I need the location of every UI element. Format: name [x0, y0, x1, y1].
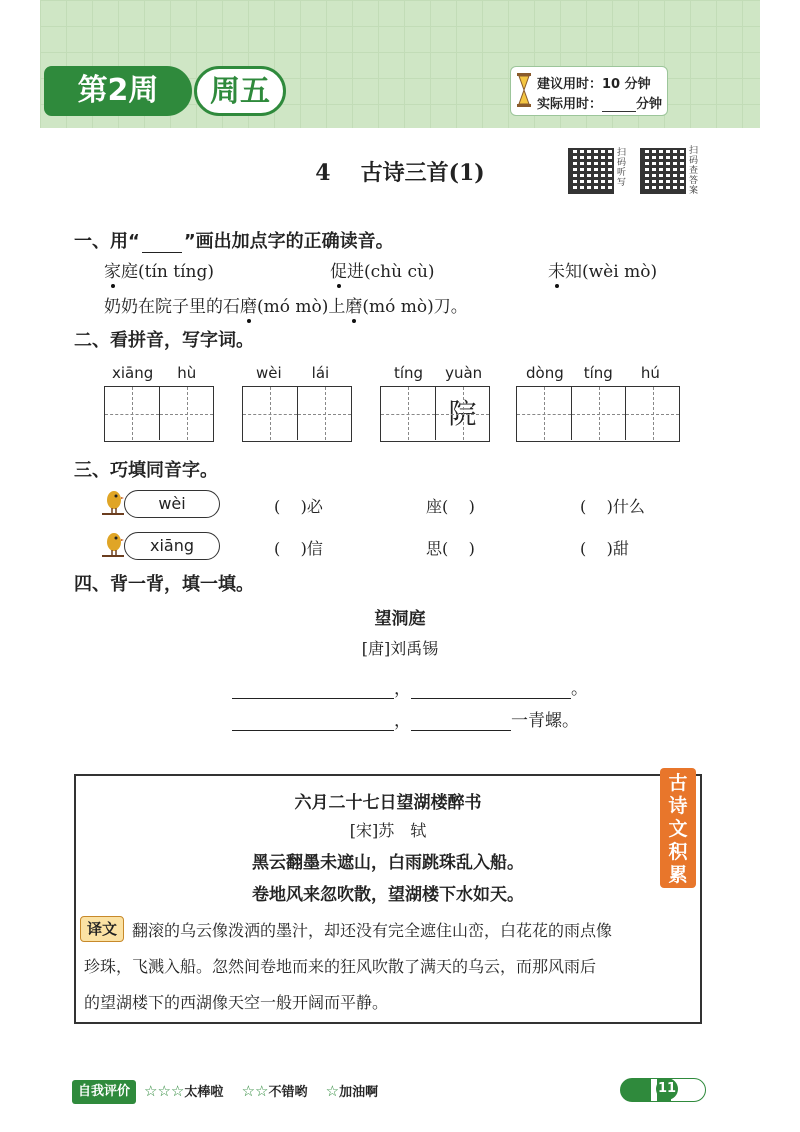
char-grid-3[interactable]: [380, 386, 490, 442]
translation-line-3: 的望湖楼下的西湖像天空一般开阔而平静。: [84, 993, 389, 1012]
star-icon[interactable]: ☆: [157, 1082, 171, 1100]
section1-item-1[interactable]: 家庭(tín tíng): [104, 262, 214, 282]
lesson-number: 4: [315, 160, 331, 186]
fill-item[interactable]: ( )甜: [580, 539, 629, 558]
star-icon[interactable]: ☆: [241, 1082, 256, 1100]
poem-blank[interactable]: [411, 680, 571, 699]
char-cell[interactable]: [381, 387, 435, 440]
day-tab: 周五: [194, 66, 286, 116]
poem-blank[interactable]: [411, 712, 511, 731]
translation-line-2: 珍珠，飞溅入船。忽然间卷地而来的狂风吹散了满天的乌云，而那风雨后: [84, 957, 597, 976]
fill-item[interactable]: ( )必: [274, 497, 323, 516]
actual-time-unit: 分钟: [636, 97, 663, 112]
char-cell[interactable]: [243, 387, 297, 440]
qr-answer-label: 扫码查答案: [689, 146, 699, 196]
section1-item-3[interactable]: 未知(wèi mò): [548, 262, 658, 282]
accumulation-author: [宋]苏 轼: [349, 821, 427, 840]
char-grid-2[interactable]: [242, 386, 352, 442]
star-icon[interactable]: ☆: [144, 1082, 158, 1100]
poem-blank[interactable]: [232, 712, 394, 731]
fill-item[interactable]: 思( ): [426, 539, 475, 558]
pinyin-group-2: wèi lái: [256, 364, 330, 382]
actual-time-blank[interactable]: [602, 99, 636, 112]
pinyin-pill-wei: wèi: [124, 490, 220, 518]
page-number: 11: [656, 1078, 678, 1100]
pinyin-pill-xiang: xiāng: [124, 532, 220, 560]
fill-item[interactable]: 座( ): [426, 497, 475, 516]
section2-heading: 二、看拼音，写字词。: [74, 330, 254, 351]
rating-options: [144, 1081, 378, 1100]
qr-listen[interactable]: [568, 148, 614, 194]
section1-item-2[interactable]: 促进(chù cù): [330, 262, 435, 282]
char-cell[interactable]: [517, 387, 571, 440]
char-grid-4[interactable]: [516, 386, 680, 442]
fill-item[interactable]: ( )信: [274, 539, 323, 558]
poem-title: 望洞庭: [374, 609, 426, 629]
section4-heading: 四、背一背，填一填。: [74, 574, 254, 595]
char-cell: 院: [435, 387, 489, 440]
char-cell[interactable]: [571, 387, 625, 440]
actual-time-label: 实际用时：: [537, 97, 603, 112]
star-icon[interactable]: ☆: [170, 1082, 185, 1100]
time-box: [510, 66, 668, 116]
rating-label-1: 太棒啦: [184, 1085, 224, 1100]
accumulation-title: 六月二十七日望湖楼醉书: [294, 793, 482, 813]
pinyin-group-1: xiāng hù: [112, 364, 197, 382]
poem-line-2[interactable]: ， 一青螺。: [232, 706, 579, 731]
bird-icon: [100, 530, 124, 560]
star-icon[interactable]: ☆: [255, 1082, 269, 1100]
section1-sentence[interactable]: 奶奶在院子里的石磨(mó mò)上磨(mó mò)刀。: [104, 297, 468, 317]
char-cell[interactable]: [625, 387, 679, 440]
accumulation-line-2: 卷地风来忽吹散，望湖楼下水如天。: [252, 885, 524, 905]
poem-blank[interactable]: [232, 680, 394, 699]
poem-line-1[interactable]: ， 。: [232, 674, 588, 699]
rating-label-2: 不错哟: [268, 1085, 308, 1100]
translation-line-1: 翻滚的乌云像泼洒的墨汁，却还没有完全遮住山峦，白花花的雨点像: [132, 921, 613, 940]
qr-answer[interactable]: [640, 148, 686, 194]
suggested-time: 建议用时：10 分钟: [537, 77, 651, 92]
pinyin-group-4: dòng tíng hú: [526, 364, 660, 382]
char-cell[interactable]: [105, 387, 159, 440]
char-cell[interactable]: [297, 387, 351, 440]
translation-badge: 译文: [80, 916, 124, 942]
star-icon[interactable]: ☆: [325, 1082, 340, 1100]
pinyin-group-3: tíng yuàn: [394, 364, 483, 382]
hourglass-icon: [517, 73, 531, 107]
char-grid-1[interactable]: [104, 386, 214, 442]
week-tab: 第2周: [44, 66, 192, 116]
qr-listen-label: 扫码听写: [617, 148, 627, 188]
actual-time: [537, 93, 662, 112]
bird-icon: [100, 488, 124, 518]
accumulation-tag: 古诗文积累: [660, 768, 696, 888]
poem-author: [唐]刘禹锡: [361, 639, 439, 658]
accumulation-line-1: 黑云翻墨未遮山，白雨跳珠乱入船。: [252, 853, 524, 873]
rating-label-3: 加油啊: [339, 1085, 379, 1100]
lesson-name: 古诗三首(1): [360, 160, 485, 186]
section3-heading: 三、巧填同音字。: [74, 460, 218, 481]
section1-heading: 一、用“ ”画出加点字的正确读音。: [74, 231, 394, 252]
char-cell[interactable]: [159, 387, 213, 440]
self-eval-label: 自我评价: [72, 1080, 136, 1104]
fill-item[interactable]: ( )什么: [580, 497, 645, 516]
